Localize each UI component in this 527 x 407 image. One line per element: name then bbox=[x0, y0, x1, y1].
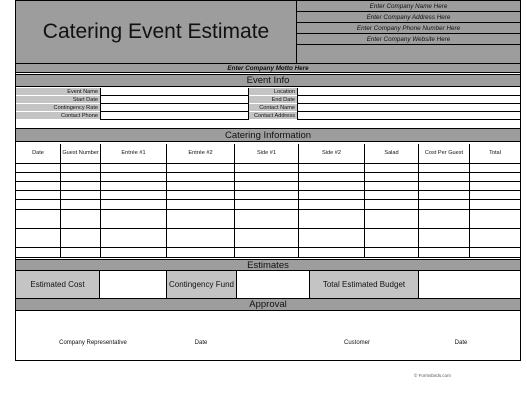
contact-phone-label: Contact Phone bbox=[16, 112, 100, 120]
contingency-rate-label: Contingency Rate bbox=[16, 104, 100, 112]
table-row[interactable] bbox=[16, 229, 520, 248]
location-label: Location bbox=[248, 88, 297, 96]
event-divider bbox=[248, 88, 249, 120]
company-date-signature[interactable]: Date bbox=[194, 340, 208, 346]
estimated-cost-input[interactable] bbox=[100, 271, 167, 298]
company-website-field[interactable]: Enter Company Website Here bbox=[297, 34, 520, 45]
col-divider bbox=[298, 164, 299, 258]
company-name-field[interactable]: Enter Company Name Here bbox=[297, 1, 520, 12]
contact-address-label: Contact Address bbox=[248, 112, 297, 120]
table-row[interactable] bbox=[16, 164, 520, 173]
col-entree-1: Entrée #1 bbox=[101, 144, 167, 164]
contact-name-label: Contact Name bbox=[248, 104, 297, 112]
end-date-label: End Date bbox=[248, 96, 297, 104]
customer-signature[interactable]: Customer bbox=[343, 340, 370, 346]
col-entree-2: Entrée #2 bbox=[167, 144, 235, 164]
event-name-input[interactable] bbox=[100, 88, 248, 96]
col-date: Date bbox=[16, 144, 61, 164]
col-divider bbox=[100, 164, 101, 258]
catering-info-heading: Catering Information bbox=[16, 128, 520, 142]
company-phone-field[interactable]: Enter Company Phone Number Here bbox=[297, 23, 520, 34]
company-address-field[interactable]: Enter Company Address Here bbox=[297, 12, 520, 23]
customer-date-signature[interactable]: Date bbox=[454, 340, 468, 346]
estimates-heading: Estimates bbox=[16, 259, 520, 271]
col-side-2: Side #2 bbox=[299, 144, 365, 164]
event-info-heading: Event Info bbox=[16, 74, 520, 87]
form-title: Catering Event Estimate bbox=[16, 1, 297, 64]
contingency-rate-input[interactable] bbox=[100, 104, 248, 112]
table-row[interactable] bbox=[16, 200, 520, 210]
table-row[interactable] bbox=[16, 173, 520, 182]
col-divider bbox=[60, 164, 61, 258]
col-divider bbox=[364, 164, 365, 258]
contact-address-input[interactable] bbox=[297, 112, 520, 120]
contingency-fund-label: Contingency Fund bbox=[167, 271, 237, 298]
end-date-input[interactable] bbox=[297, 96, 520, 104]
table-row[interactable] bbox=[16, 182, 520, 191]
start-date-label: Start Date bbox=[16, 96, 100, 104]
contact-name-input[interactable] bbox=[297, 104, 520, 112]
col-total: Total bbox=[470, 144, 520, 164]
col-salad: Salad bbox=[365, 144, 419, 164]
col-divider bbox=[234, 164, 235, 258]
total-budget-input[interactable] bbox=[419, 271, 520, 298]
start-date-input[interactable] bbox=[100, 96, 248, 104]
contact-phone-input[interactable] bbox=[100, 112, 248, 120]
company-representative-signature[interactable]: Company Representative bbox=[59, 340, 127, 346]
form-frame bbox=[15, 0, 521, 361]
company-motto-field[interactable]: Enter Company Motto Here bbox=[16, 64, 520, 73]
col-side-1: Side #1 bbox=[235, 144, 299, 164]
col-divider bbox=[166, 164, 167, 258]
total-budget-label: Total Estimated Budget bbox=[310, 271, 419, 298]
table-row[interactable] bbox=[16, 210, 520, 229]
col-divider bbox=[469, 164, 470, 258]
contingency-fund-input[interactable] bbox=[237, 271, 310, 298]
col-divider bbox=[418, 164, 419, 258]
footer-credit: © Formsbirds.com bbox=[414, 373, 451, 378]
col-cost-per-guest: Cost Per Guest bbox=[419, 144, 470, 164]
location-input[interactable] bbox=[297, 88, 520, 96]
estimated-cost-label: Estimated Cost bbox=[16, 271, 100, 298]
table-row[interactable] bbox=[16, 248, 520, 258]
col-guest-number: Guest Number bbox=[61, 144, 101, 164]
event-name-label: Event Name bbox=[16, 88, 100, 96]
table-row[interactable] bbox=[16, 191, 520, 200]
approval-heading: Approval bbox=[16, 298, 520, 311]
header-blank bbox=[297, 45, 520, 64]
